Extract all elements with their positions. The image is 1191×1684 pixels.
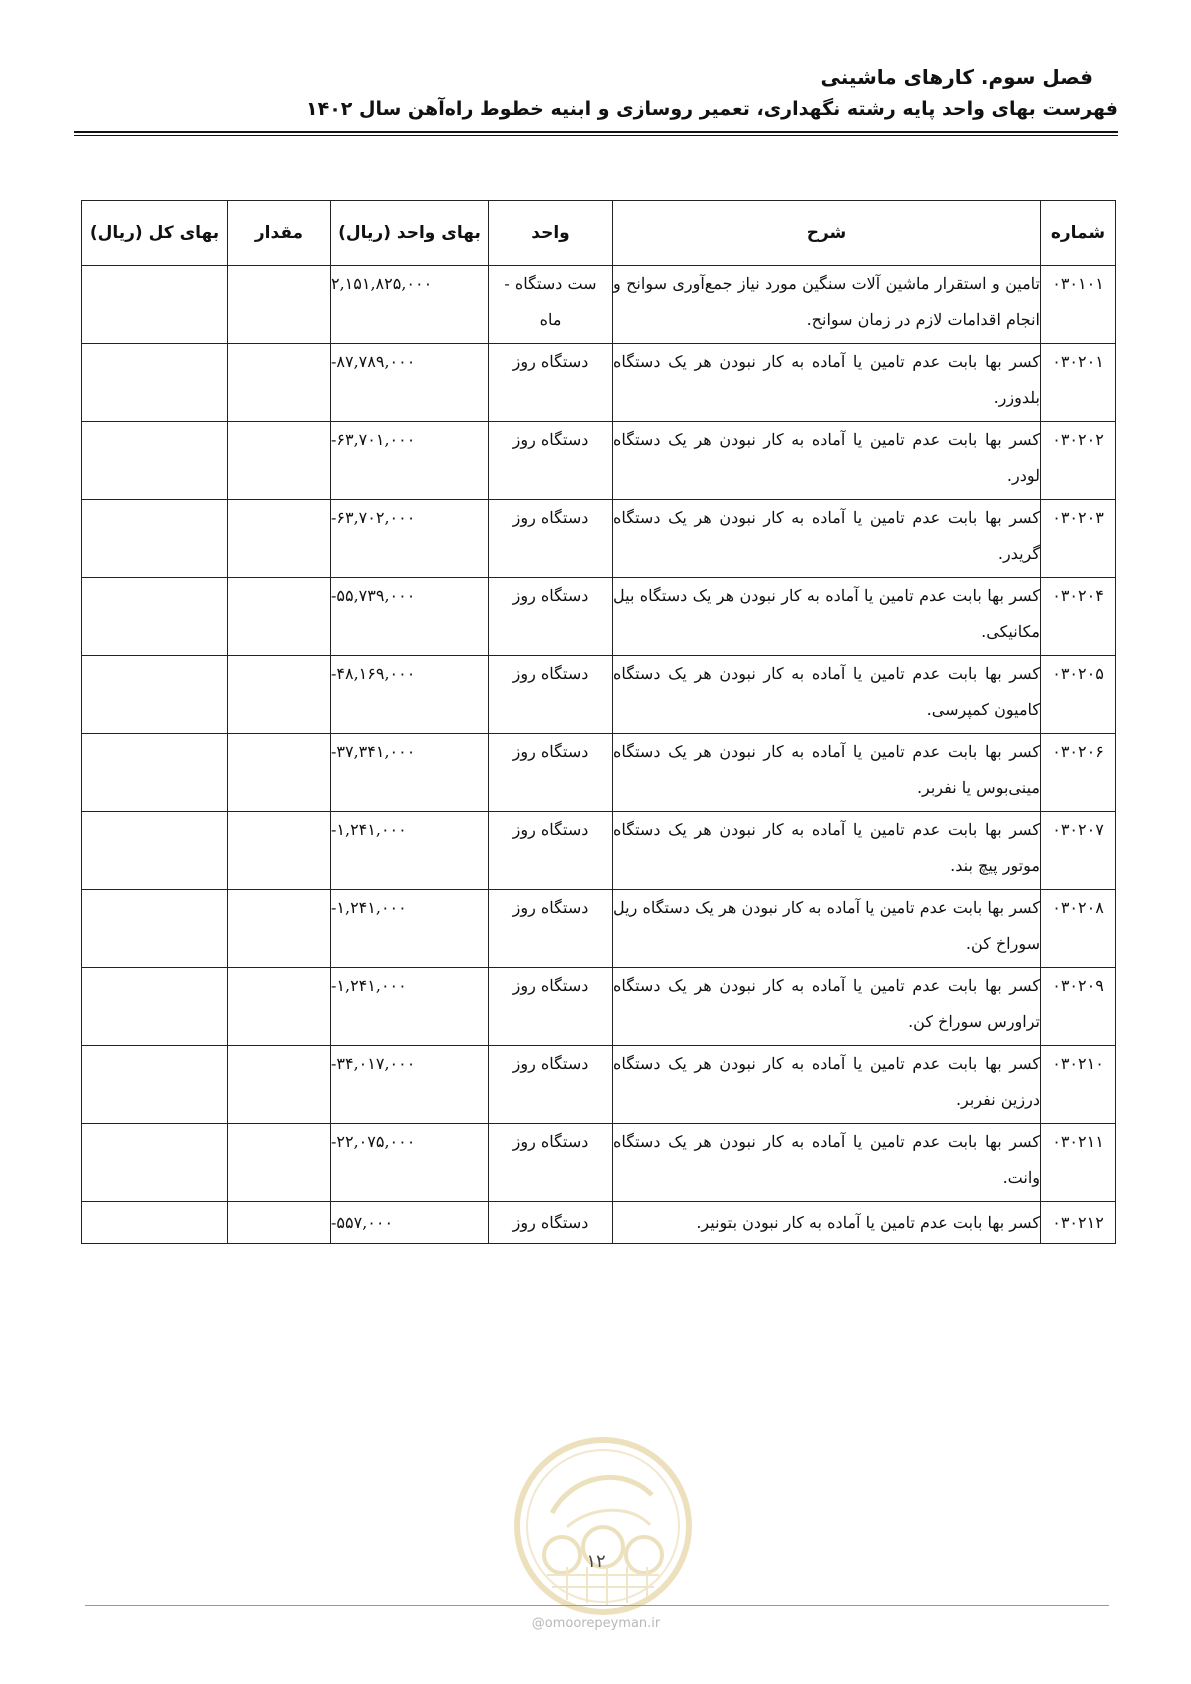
row-total xyxy=(82,1124,228,1202)
row-description: کسر بها بابت عدم تامین یا آماده به کار نبودن هر یک دستگاه تراورس سوراخ کن. xyxy=(613,968,1041,1046)
row-quantity xyxy=(228,500,331,578)
row-code: ۰۳۰۲۰۶ xyxy=(1041,734,1116,812)
row-total xyxy=(82,968,228,1046)
row-quantity xyxy=(228,1046,331,1124)
row-description: کسر بها بابت عدم تامین یا آماده به کار نبودن هر یک دستگاه بیل مکانیکی. xyxy=(613,578,1041,656)
table-row xyxy=(82,266,1116,344)
price-list-table xyxy=(81,200,1116,1244)
row-unit-line1: ست دستگاه - xyxy=(504,274,597,293)
row-description: کسر بها بابت عدم تامین یا آماده به کار نبودن هر یک دستگاه لودر. xyxy=(613,422,1041,500)
table-row xyxy=(82,578,1116,656)
row-unit-line1: دستگاه روز xyxy=(512,1054,589,1073)
header-unit: واحد xyxy=(489,201,613,266)
row-total xyxy=(82,500,228,578)
chapter-title: فصل سوم. کارهای ماشینی xyxy=(820,65,1093,89)
row-unit-line1: دستگاه روز xyxy=(512,1212,589,1232)
table-row xyxy=(82,656,1116,734)
row-code: ۰۳۰۱۰۱ xyxy=(1041,266,1116,344)
row-unit xyxy=(489,1046,613,1124)
row-quantity xyxy=(228,266,331,344)
row-quantity xyxy=(228,656,331,734)
row-code: ۰۳۰۲۰۲ xyxy=(1041,422,1116,500)
table-header-row xyxy=(82,201,1116,266)
row-unit xyxy=(489,968,613,1046)
website-watermark: @omoorepeyman.ir xyxy=(531,1616,661,1631)
row-unit-price: ۲,۱۵۱,۸۲۵,۰۰۰ xyxy=(331,266,489,344)
row-unit-price: -۱,۲۴۱,۰۰۰ xyxy=(331,968,489,1046)
header-quantity: مقدار xyxy=(228,201,331,266)
row-total xyxy=(82,656,228,734)
row-quantity xyxy=(228,1202,331,1244)
row-unit-price: -۲۲,۰۷۵,۰۰۰ xyxy=(331,1124,489,1202)
watermark-logo-icon xyxy=(512,1435,694,1617)
row-code: ۰۳۰۲۱۲ xyxy=(1041,1202,1116,1244)
row-unit-price: -۱,۲۴۱,۰۰۰ xyxy=(331,890,489,968)
table-row xyxy=(82,500,1116,578)
row-unit-price: -۳۷,۳۴۱,۰۰۰ xyxy=(331,734,489,812)
row-code: ۰۳۰۲۰۹ xyxy=(1041,968,1116,1046)
row-total xyxy=(82,734,228,812)
row-unit-line1: دستگاه روز xyxy=(512,508,589,527)
row-unit-price: -۵۵۷,۰۰۰ xyxy=(331,1202,489,1244)
row-code: ۰۳۰۲۱۱ xyxy=(1041,1124,1116,1202)
row-unit-price: -۶۳,۷۰۱,۰۰۰ xyxy=(331,422,489,500)
row-unit-price: -۱,۲۴۱,۰۰۰ xyxy=(331,812,489,890)
row-unit-line1: دستگاه روز xyxy=(512,664,589,683)
row-code: ۰۳۰۲۰۸ xyxy=(1041,890,1116,968)
table-row xyxy=(82,1046,1116,1124)
row-description: کسر بها بابت عدم تامین یا آماده به کار نبودن هر یک دستگاه ریل سوراخ کن. xyxy=(613,890,1041,968)
row-description: کسر بها بابت عدم تامین یا آماده به کار نبودن هر یک دستگاه وانت. xyxy=(613,1124,1041,1202)
row-unit xyxy=(489,1124,613,1202)
row-code: ۰۳۰۲۰۱ xyxy=(1041,344,1116,422)
row-description: کسر بها بابت عدم تامین یا آماده به کار نبودن هر یک دستگاه درزین نفربر. xyxy=(613,1046,1041,1124)
row-quantity xyxy=(228,578,331,656)
row-description: کسر بها بابت عدم تامین یا آماده به کار نبودن هر یک دستگاه گریدر. xyxy=(613,500,1041,578)
footer-rule xyxy=(85,1605,1109,1606)
row-quantity xyxy=(228,968,331,1046)
table-row xyxy=(82,968,1116,1046)
row-description: کسر بها بابت عدم تامین یا آماده به کار نبودن بتونیر. xyxy=(613,1202,1041,1244)
row-unit-line1: دستگاه روز xyxy=(512,1132,589,1151)
row-unit xyxy=(489,890,613,968)
row-unit xyxy=(489,344,613,422)
table-row xyxy=(82,734,1116,812)
row-description: کسر بها بابت عدم تامین یا آماده به کار نبودن هر یک دستگاه کامیون کمپرسی. xyxy=(613,656,1041,734)
row-unit-price: -۳۴,۰۱۷,۰۰۰ xyxy=(331,1046,489,1124)
row-unit xyxy=(489,1202,613,1244)
row-description: کسر بها بابت عدم تامین یا آماده به کار نبودن هر یک دستگاه بلدوزر. xyxy=(613,344,1041,422)
row-quantity xyxy=(228,344,331,422)
row-code: ۰۳۰۲۱۰ xyxy=(1041,1046,1116,1124)
table-row xyxy=(82,1202,1116,1244)
row-code: ۰۳۰۲۰۴ xyxy=(1041,578,1116,656)
row-unit-line2: ماه xyxy=(539,310,562,329)
table-row xyxy=(82,812,1116,890)
table-row xyxy=(82,1124,1116,1202)
row-code: ۰۳۰۲۰۵ xyxy=(1041,656,1116,734)
row-total xyxy=(82,1046,228,1124)
row-code: ۰۳۰۲۰۷ xyxy=(1041,812,1116,890)
page-number: ۱۲ xyxy=(586,1551,606,1572)
row-unit-line1: دستگاه روز xyxy=(512,586,589,605)
row-description: تامین و استقرار ماشین آلات سنگین مورد نیاز جمع‌آوری سوانح و انجام اقدامات لازم در زمان سوانح. xyxy=(613,266,1041,344)
row-unit xyxy=(489,266,613,344)
header-rule-thin xyxy=(74,135,1118,136)
row-unit-line1: دستگاه روز xyxy=(512,352,589,371)
row-unit-price: -۶۳,۷۰۲,۰۰۰ xyxy=(331,500,489,578)
row-unit-line1: دستگاه روز xyxy=(512,976,589,995)
row-unit xyxy=(489,656,613,734)
document-subtitle: فهرست بهای واحد پایه رشته نگهداری، تعمیر روسازی و ابنیه خطوط راه‌آهن سال ۱۴۰۲ xyxy=(306,98,1118,120)
row-total xyxy=(82,344,228,422)
row-unit-line1: دستگاه روز xyxy=(512,430,589,449)
header-unit-price: بهای واحد (ریال) xyxy=(331,201,489,266)
row-total xyxy=(82,1202,228,1244)
row-total xyxy=(82,890,228,968)
row-description: کسر بها بابت عدم تامین یا آماده به کار نبودن هر یک دستگاه مینی‌بوس یا نفربر. xyxy=(613,734,1041,812)
header-code: شماره xyxy=(1041,201,1116,266)
table-row xyxy=(82,344,1116,422)
header-rule-thick xyxy=(74,131,1118,133)
row-unit xyxy=(489,500,613,578)
row-quantity xyxy=(228,422,331,500)
row-unit-price: -۸۷,۷۸۹,۰۰۰ xyxy=(331,344,489,422)
table-row xyxy=(82,890,1116,968)
row-quantity xyxy=(228,1124,331,1202)
row-unit xyxy=(489,734,613,812)
row-code: ۰۳۰۲۰۳ xyxy=(1041,500,1116,578)
row-unit-line1: دستگاه روز xyxy=(512,898,589,917)
row-description: کسر بها بابت عدم تامین یا آماده به کار نبودن هر یک دستگاه موتور پیچ بند. xyxy=(613,812,1041,890)
row-total xyxy=(82,266,228,344)
row-unit-line1: دستگاه روز xyxy=(512,820,589,839)
row-total xyxy=(82,578,228,656)
row-total xyxy=(82,812,228,890)
row-unit xyxy=(489,578,613,656)
row-quantity xyxy=(228,890,331,968)
row-unit-price: -۵۵,۷۳۹,۰۰۰ xyxy=(331,578,489,656)
row-unit xyxy=(489,812,613,890)
row-unit-price: -۴۸,۱۶۹,۰۰۰ xyxy=(331,656,489,734)
table-row xyxy=(82,422,1116,500)
row-unit-line1: دستگاه روز xyxy=(512,742,589,761)
row-total xyxy=(82,422,228,500)
header-description: شرح xyxy=(613,201,1041,266)
header-total-price: بهای کل (ریال) xyxy=(82,201,228,266)
page-header xyxy=(74,62,1118,124)
row-unit xyxy=(489,422,613,500)
row-quantity xyxy=(228,734,331,812)
row-quantity xyxy=(228,812,331,890)
